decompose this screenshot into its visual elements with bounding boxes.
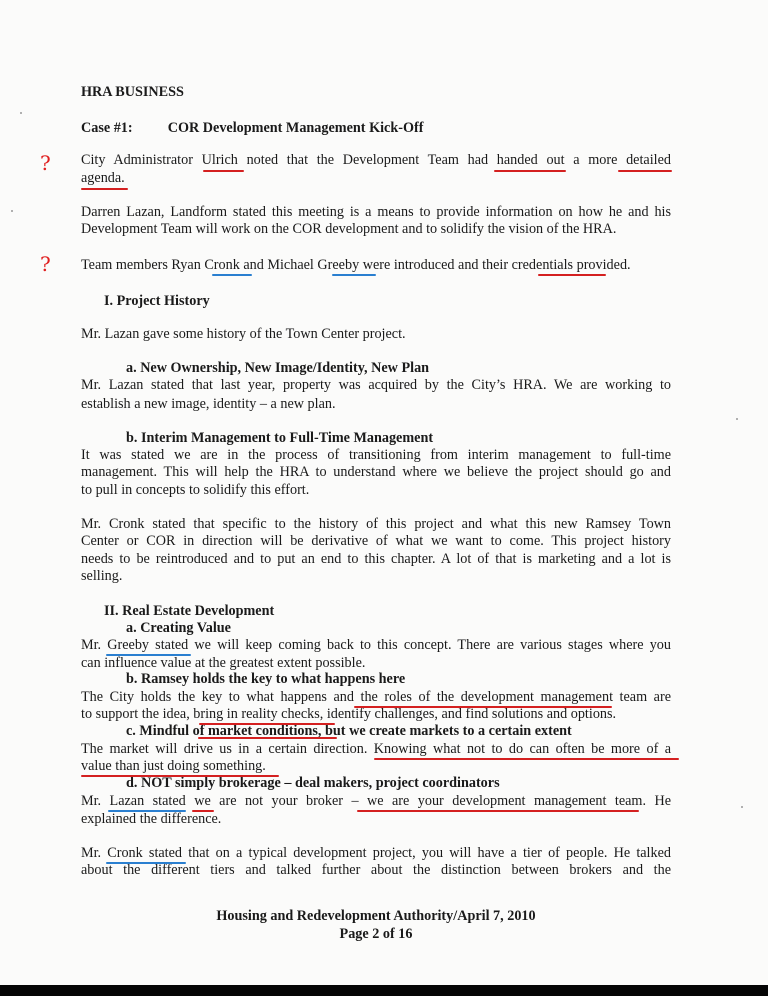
question-mark-2: ?: [40, 252, 51, 276]
case-heading: [81, 120, 671, 137]
underline-knowing-line1: [374, 758, 679, 760]
subsection-b-line3: to pull in concepts to solidify this effort.: [81, 482, 310, 498]
underline-credentials: [538, 274, 606, 276]
underline-bring-in-reality-checks: [199, 723, 335, 725]
underline-ulrich: [203, 170, 244, 172]
re-c-line1: The market will drive us in a certain direction. Knowing what not to do can often be more of a: [81, 741, 671, 757]
scan-speck: [736, 418, 738, 420]
underline-we: [192, 810, 214, 812]
subsection-b-line1: It was stated we are in the process of transitioning from interim management to full-time: [81, 447, 671, 463]
subsection-a-line1: Mr. Lazan stated that last year, property was acquired by the City’s HRA. We are working to: [81, 377, 671, 393]
para1-line2: agenda.: [81, 170, 125, 186]
case-label: Case #1:: [81, 120, 133, 136]
re-a-line1: Mr. Greeby stated we will keep coming back to this concept. There are various stages where you: [81, 637, 671, 653]
underline-handed-out: [494, 170, 566, 172]
underline-greeby: [332, 274, 376, 276]
scan-bottom-edge: [0, 985, 768, 996]
re-d-line1: Mr. Lazan stated we are not your broker – we are your development management team. He: [81, 793, 671, 809]
section-1-text: Mr. Lazan gave some history of the Town Center project.: [81, 326, 406, 342]
para2-line2: Development Team will work on the COR development and to solidify the vision of the HRA.: [81, 221, 617, 237]
scan-speck: [741, 806, 743, 808]
cronk-para-line3: needs to be reintroduced and to put an end to this chapter. A lot of that is marketing and a lot is: [81, 551, 671, 567]
underline-knowing-line2: [81, 775, 279, 777]
cronk-para-line2: Center or COR in direction will be derivative of what we want to come. This project history: [81, 533, 671, 549]
cronk-para-line1: Mr. Cronk stated that specific to the history of this project and what this new Ramsey Town: [81, 516, 671, 532]
underline-dev-mgmt-team: [357, 810, 639, 812]
re-a-heading: a. Creating Value: [126, 620, 231, 636]
footer-page-number: Page 2 of 16: [339, 926, 413, 942]
subsection-a-heading: a. New Ownership, New Image/Identity, New Plan: [126, 360, 430, 376]
subsection-a-line2: establish a new image, identity – a new plan.: [81, 396, 336, 412]
underline-roles-dev-mgmt: [354, 706, 612, 708]
underline-agenda: [81, 188, 128, 190]
para1-line1: City Administrator Ulrich noted that the Development Team had handed out a more detailed: [81, 152, 671, 168]
cronk-para-line4: selling.: [81, 568, 123, 584]
section-2-heading: II. Real Estate Development: [104, 603, 275, 619]
subsection-b-heading: b. Interim Management to Full-Time Management: [126, 430, 434, 446]
re-b-heading: b. Ramsey holds the key to what happens here: [126, 671, 406, 687]
scan-speck: [11, 210, 13, 212]
underline-lazan-stated: [108, 810, 186, 812]
scan-speck: [20, 112, 22, 114]
para2-line1: Darren Lazan, Landform stated this meeting is a means to provide information on how he and his: [81, 204, 671, 220]
last-para-line1: Mr. Cronk stated that on a typical development project, you will have a tier of people. He talked: [81, 845, 671, 861]
re-a-line2: can influence value at the greatest extent possible.: [81, 655, 366, 671]
re-d-heading: d. NOT simply brokerage – deal makers, project coordinators: [126, 775, 500, 791]
underline-cronk: [212, 274, 252, 276]
re-b-line2: to support the idea, bring in reality checks, identify challenges, and find solutions and options.: [81, 706, 617, 722]
re-c-heading: c. Mindful of market conditions, but we create markets to a certain extent: [126, 723, 572, 739]
case-title: COR Development Management Kick-Off: [167, 120, 424, 136]
para3-line1: Team members Ryan Cronk and Michael Greeby were introduced and their credentials provided.: [81, 257, 631, 273]
underline-detailed: [618, 170, 672, 172]
re-c-line2: value than just doing something.: [81, 758, 266, 774]
re-b-line1: The City holds the key to what happens and the roles of the development management team are: [81, 689, 671, 705]
footer-authority-date: Housing and Redevelopment Authority/April 7, 2010: [216, 908, 536, 924]
question-mark-1: ?: [40, 151, 51, 175]
subsection-b-line2: management. This will help the HRA to understand where we believe the project should go and: [81, 464, 671, 480]
underline-cronk-stated: [106, 862, 186, 864]
section-title: HRA BUSINESS: [81, 84, 184, 100]
section-1-heading: I. Project History: [104, 293, 210, 309]
last-para-line2: about the different tiers and talked further about the distinction between brokers and the: [81, 862, 671, 878]
re-d-line2: explained the difference.: [81, 811, 222, 827]
underline-greeby-stated: [106, 654, 191, 656]
underline-mindful-market: [198, 737, 337, 739]
